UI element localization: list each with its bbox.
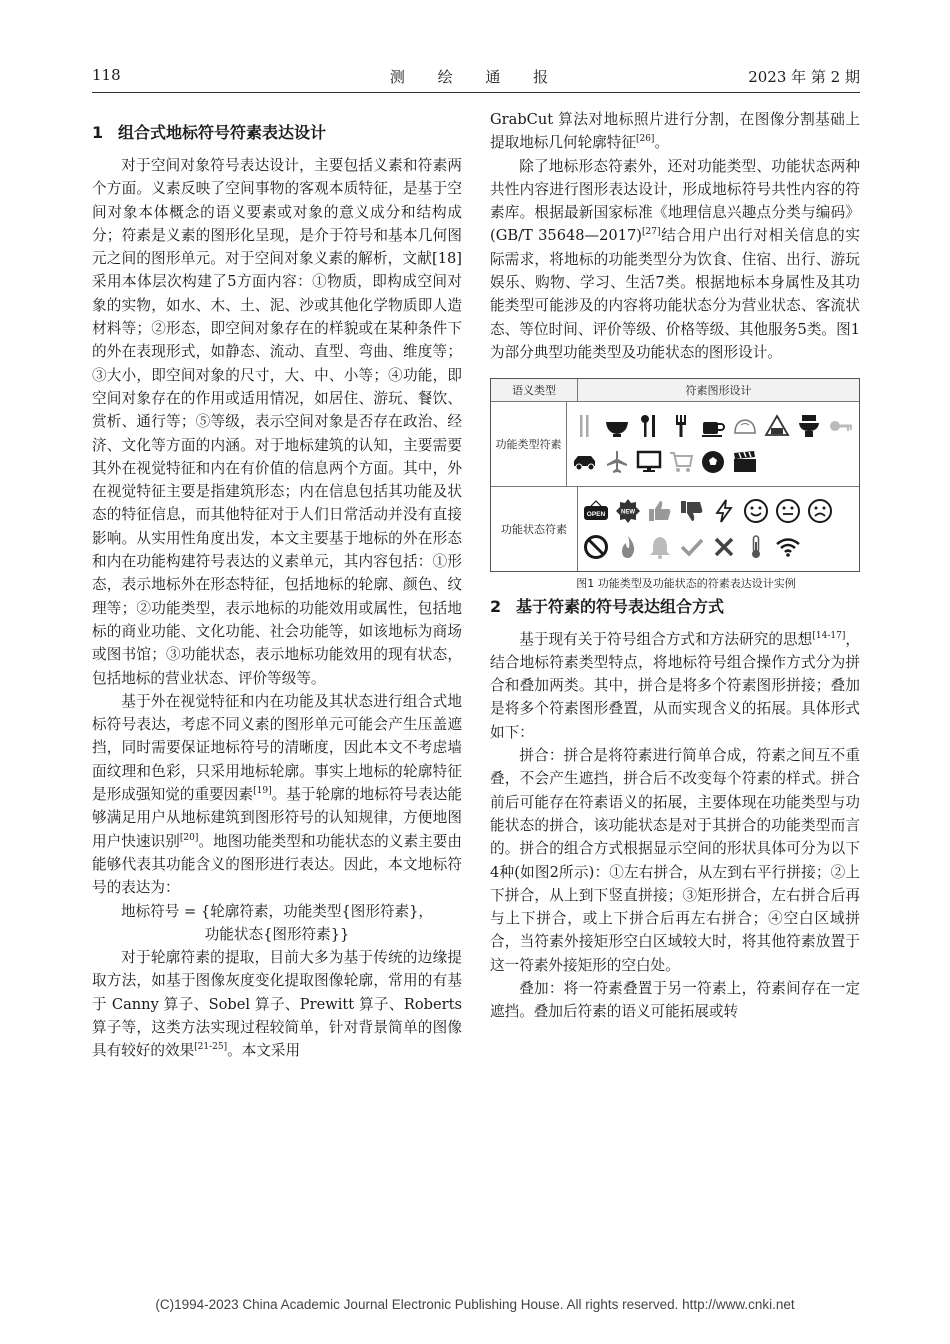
paragraph: 拼合：拼合是将符素进行简单合成，符素之间互不重叠，不会产生遮挡，拼合后不改变每个符素的样式。拼合前后可能存在符素语义的拓展，主要体现在功能类型与功能状态的拼合，该功能状态是对于其拼合的功能类型而言的。拼合的组合方式根据显示空间的形状具体可分为以下4种(如图2所示)：①左右拼合，从左到右平行拼接；②上下拼合，从上到下竖直拼接；③矩形拼合，左右拼合后再与上下拼合，或上下拼合后再左右拼合；④空白区域拼合，当符素外接矩形空白区域较大时，将其他符素放置于这一符素外接矩形的空白处。 bbox=[490, 747, 860, 974]
text-run: GrabCut 算法对地标照片进行分割，在图像分割基础上提取地标几何轮廓特征 bbox=[490, 111, 860, 152]
citation[interactable]: [20] bbox=[179, 832, 199, 843]
function-type-label: 功能类型符素 bbox=[491, 402, 567, 486]
text-run: 基于现有关于符号组合方式和方法研究的思想 bbox=[519, 630, 813, 648]
header-rule bbox=[92, 92, 860, 93]
paragraph bbox=[92, 946, 462, 1062]
paragraph: 对于空间对象符号表达设计，主要包括义素和符素两个方面。义素反映了空间事物的客观本质特征，是基于空间对象本体概念的语义要素或对象的意义成分和结构成分；符素是义素的图形化呈现，是介于符号和基本几何图元之间的图形单元。对于空间对象义素的解析，文献[18]采用本体层次构建了5方面内容：①物质，即构成空间对象的实物，如水、木、土、泥、沙或其他化学物质即人造材料等；②形态，即空间对象存在的样貌或在某种条件下的外在表现形式，如静态、流动、直型、弯曲、维度等；③大小，即空间对象的尺寸，大、中、小等；④功能，即空间对象存在的作用或适用情况，如居住、游玩、餐饮、赏析、通行等；⑤等级，表示空间对象是否存在政治、经济、文化等方面的内涵。对于地标建筑的认知，主要需要其外在视觉特征和内在有价值的信息两个方面。其中，外在视觉特征主要是指建筑形态；内在信息包括其功能及状态的特征信息，而其他特征对于人们日常活动并没有直接影响。从实用性角度出发，本文主要基于地标的外在形态和内在功能构建符号表达的义素单元，其内容包括：①形态，表示地标外在形态特征，包括地标的轮廓、颜色、纹理等；②功能类型，表示地标的功能效用或属性，包括地标的商业功能、文化功能、社会功能等，如该地标为商场或图书馆；③功能状态，表示地标功能效用的现有状态，包括地标的营业状态、评价等级等。 bbox=[92, 157, 462, 687]
citation[interactable]: [26] bbox=[635, 134, 655, 145]
left-column bbox=[92, 122, 462, 1063]
section-title: 基于符素的符号表达组合方式 bbox=[516, 596, 725, 616]
text-run: 。本文采用 bbox=[227, 1042, 301, 1060]
fork-knife-icon bbox=[635, 412, 663, 440]
car-icon bbox=[571, 448, 599, 476]
function-type-icons bbox=[567, 402, 859, 486]
function-status-label: 功能状态符素 bbox=[491, 487, 578, 571]
citation[interactable]: [27] bbox=[641, 227, 661, 238]
page-number: 118 bbox=[92, 66, 121, 84]
function-status-row bbox=[491, 486, 859, 571]
section-title: 组合式地标符号符素表达设计 bbox=[118, 123, 327, 142]
section-1-heading bbox=[92, 122, 462, 144]
clapperboard-icon bbox=[731, 448, 759, 476]
section-number: 2 bbox=[490, 596, 502, 616]
lightning-icon bbox=[710, 497, 738, 525]
citation[interactable]: [21-25] bbox=[194, 1042, 228, 1053]
monitor-icon bbox=[635, 448, 663, 476]
bowl-icon bbox=[603, 412, 631, 440]
sad-face-icon bbox=[806, 497, 834, 525]
text-run: 。 bbox=[654, 134, 670, 152]
text-run: 基于外在视觉特征和内在功能及其状态进行组合式地标符号表达，考虑不同义素的图形单元可能会产生压盖遮挡，同时需要保证地标符号的清晰度，因此本文不考虑墙面纹理和色彩，只采用地标轮廓。事实上地标的轮廓特征是形成强知觉的重要因素 bbox=[92, 692, 462, 804]
figure-header-row bbox=[491, 379, 859, 401]
page-header bbox=[92, 66, 860, 88]
journal-title: 测 绘 通 报 bbox=[389, 68, 563, 86]
key-icon bbox=[827, 412, 855, 440]
check-icon bbox=[678, 533, 706, 561]
text-run: 结合用户出行对相关信息的实际需求，将地标的功能类型分为饮食、住宿、出行、游玩娱乐、购物、学习、生活7类。根据地标本身属性及其功能类型可能涉及的内容将功能状态分为营业状态、客流状态、等位时间、评价等级、价格等级、其他服务5类。图1为部分典型功能类型及功能状态的图形设计。 bbox=[490, 227, 860, 361]
wifi-icon bbox=[774, 533, 802, 561]
text-run: ，结合地标符素类型特点，将地标符号组合操作方式分为拼合和叠加两类。其中，拼合是将多个符素图形拼接；叠加是将多个符素图形叠置，从而实现含义的拓展。具体形式如下： bbox=[490, 630, 860, 741]
paragraph: 叠加：将一符素叠置于另一符素上，符素间存在一定遮挡。叠加后符素的语义可能拓展或转 bbox=[490, 980, 860, 1021]
thumbs-up-icon bbox=[646, 497, 674, 525]
text-run: 除了地标形态符素外，还对功能类型、功能状态两种共性内容进行图形表达设计，形成地标符号共性内容的符素库。根据最新国家标准《地理信息兴趣点分类与编码》(GB/T 35648—2017) bbox=[490, 157, 860, 245]
rice-ball-icon bbox=[763, 412, 791, 440]
citation[interactable]: [14-17] bbox=[812, 630, 846, 641]
text-run: 。地图功能类型和功能状态的义素主要由能够代表其功能含义的图形进行表达。因此，本文地标符号的表达为： bbox=[92, 832, 462, 897]
paragraph bbox=[92, 690, 462, 900]
figure-1-caption: 图1 功能类型及功能状态的符素表达设计实例 bbox=[576, 577, 796, 591]
thermometer-icon bbox=[742, 533, 770, 561]
section-number: 1 bbox=[92, 123, 104, 142]
coffee-cup-icon bbox=[699, 412, 727, 440]
function-status-icons bbox=[578, 487, 859, 571]
no-entry-icon bbox=[582, 533, 610, 561]
airplane-icon bbox=[603, 448, 631, 476]
paragraph bbox=[490, 155, 860, 365]
text-run: 。基于轮廓的地标符号表达能够满足用户从地标建筑到图形符号的认知规律，方便地图用户快速识别 bbox=[92, 786, 462, 850]
issue-info: 2023 年 第 2 期 bbox=[748, 68, 860, 86]
cross-icon bbox=[710, 533, 738, 561]
copyright-footer: (C)1994-2023 China Academic Journal Electronic Publishing House. All rights reserved. http://www.cnki.net bbox=[155, 1297, 795, 1312]
paragraph bbox=[490, 108, 860, 155]
fork-icon bbox=[667, 412, 695, 440]
neutral-face-icon bbox=[774, 497, 802, 525]
text-run: 对于轮廓符素的提取，目前大多为基于传统的边缘提取方法，如基于图像灰度变化提取图像轮廓，常用的有基于 Canny 算子、Sobel 算子、Prewitt 算子、Roberts 算子等，这类方法实现过程较简单，针对背景简单的图像具有较好的效果 bbox=[92, 949, 462, 1060]
bun-icon bbox=[731, 412, 759, 440]
fire-icon bbox=[614, 533, 642, 561]
football-icon bbox=[699, 448, 727, 476]
toilet-icon bbox=[795, 412, 823, 440]
citation[interactable]: [19] bbox=[253, 786, 272, 797]
section-2-heading bbox=[490, 596, 860, 618]
bell-icon bbox=[646, 533, 674, 561]
shopping-cart-icon bbox=[667, 448, 695, 476]
new-text: NEW bbox=[621, 509, 635, 516]
smile-face-icon bbox=[742, 497, 770, 525]
chopsticks-icon bbox=[571, 412, 599, 440]
open-text: OPEN bbox=[586, 511, 606, 519]
figure-1-table bbox=[490, 378, 860, 572]
new-badge-icon bbox=[614, 497, 642, 525]
thumbs-down-icon bbox=[678, 497, 706, 525]
formula-line-2: 功能状态{图形符素}} bbox=[204, 925, 350, 943]
header-symbol-design: 符素图形设计 bbox=[685, 383, 752, 397]
formula-line-1: 地标符号 = {轮廓符素，功能类型{图形符素}， bbox=[120, 902, 434, 920]
header-semantic-type: 语义类型 bbox=[491, 379, 578, 401]
function-type-row bbox=[491, 401, 859, 486]
right-column bbox=[490, 108, 860, 1024]
paragraph bbox=[490, 628, 860, 744]
open-sign-icon bbox=[582, 497, 610, 525]
